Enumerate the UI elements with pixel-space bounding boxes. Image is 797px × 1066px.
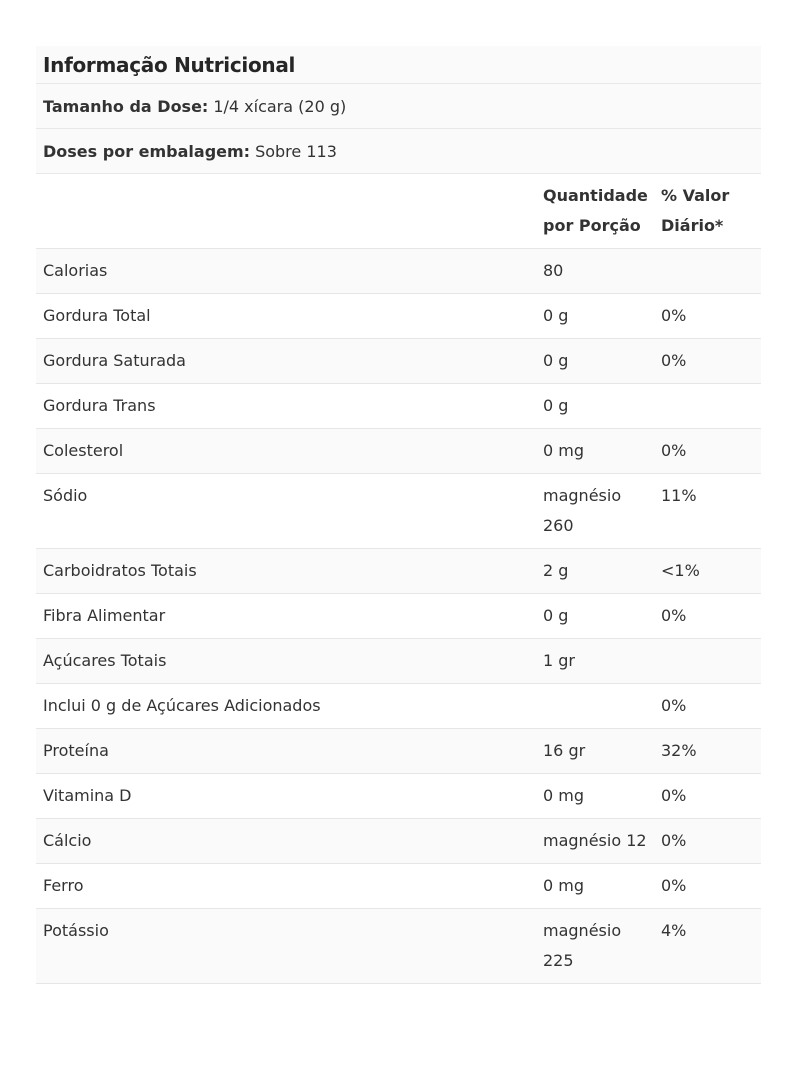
nutrient-name: Gordura Total <box>36 294 536 339</box>
nutrient-name: Ferro <box>36 864 536 909</box>
nutrient-name: Sódio <box>36 474 536 549</box>
title-row <box>36 46 761 84</box>
nutrient-daily-value: 4% <box>655 909 761 984</box>
nutrient-daily-value <box>655 639 761 684</box>
page-title: Informação Nutricional <box>43 52 296 77</box>
nutrient-daily-value: 0% <box>655 594 761 639</box>
nutrient-daily-value <box>655 249 761 294</box>
nutrient-amount: 0 g <box>536 294 655 339</box>
nutrient-amount: 0 g <box>536 594 655 639</box>
servings-per-package-row <box>36 129 761 174</box>
nutrient-amount: magnésio 12 <box>536 819 655 864</box>
table-row <box>36 684 761 729</box>
header-nutrient <box>36 174 536 249</box>
nutrient-amount: 0 g <box>536 384 655 429</box>
header-daily-value: % Valor Diário* <box>655 174 761 249</box>
nutrient-name: Inclui 0 g de Açúcares Adicionados <box>36 684 536 729</box>
nutrient-amount: 0 mg <box>536 429 655 474</box>
nutrition-table <box>36 174 761 984</box>
nutrient-name: Carboidratos Totais <box>36 549 536 594</box>
table-row <box>36 819 761 864</box>
table-row <box>36 909 761 984</box>
nutrient-name: Cálcio <box>36 819 536 864</box>
table-row <box>36 639 761 684</box>
nutrient-daily-value: 0% <box>655 864 761 909</box>
nutrient-amount: magnésio 260 <box>536 474 655 549</box>
table-row <box>36 474 761 549</box>
table-header-row <box>36 174 761 249</box>
nutrient-daily-value: 11% <box>655 474 761 549</box>
nutrient-name: Proteína <box>36 729 536 774</box>
table-row <box>36 384 761 429</box>
nutrient-amount: 0 g <box>536 339 655 384</box>
nutrient-name: Fibra Alimentar <box>36 594 536 639</box>
table-row <box>36 594 761 639</box>
nutrient-name: Gordura Trans <box>36 384 536 429</box>
nutrient-amount: 80 <box>536 249 655 294</box>
nutrient-name: Colesterol <box>36 429 536 474</box>
nutrient-amount: 2 g <box>536 549 655 594</box>
serving-size-label: Tamanho da Dose: <box>43 96 209 116</box>
nutrient-amount: 0 mg <box>536 864 655 909</box>
nutrient-daily-value: 0% <box>655 339 761 384</box>
nutrient-daily-value <box>655 384 761 429</box>
nutrition-facts-panel <box>36 46 761 984</box>
table-row <box>36 339 761 384</box>
nutrient-amount: magnésio 225 <box>536 909 655 984</box>
serving-size-value: 1/4 xícara (20 g) <box>213 96 347 116</box>
table-row <box>36 249 761 294</box>
nutrient-daily-value: <1% <box>655 549 761 594</box>
servings-per-package-label: Doses por embalagem: <box>43 141 251 161</box>
nutrient-daily-value: 0% <box>655 774 761 819</box>
nutrient-name: Vitamina D <box>36 774 536 819</box>
table-row <box>36 294 761 339</box>
nutrient-daily-value: 0% <box>655 819 761 864</box>
nutrient-name: Potássio <box>36 909 536 984</box>
table-row <box>36 864 761 909</box>
serving-size-row <box>36 84 761 129</box>
nutrient-amount: 1 gr <box>536 639 655 684</box>
nutrient-amount: 16 gr <box>536 729 655 774</box>
nutrient-amount <box>536 684 655 729</box>
header-amount: Quantidade por Porção <box>536 174 655 249</box>
nutrient-name: Gordura Saturada <box>36 339 536 384</box>
nutrient-name: Calorias <box>36 249 536 294</box>
nutrient-daily-value: 32% <box>655 729 761 774</box>
nutrient-daily-value: 0% <box>655 429 761 474</box>
nutrient-daily-value: 0% <box>655 684 761 729</box>
nutrient-name: Açúcares Totais <box>36 639 536 684</box>
table-row <box>36 549 761 594</box>
table-row <box>36 774 761 819</box>
table-row <box>36 729 761 774</box>
servings-per-package-value: Sobre 113 <box>255 141 337 161</box>
nutrient-daily-value: 0% <box>655 294 761 339</box>
nutrient-amount: 0 mg <box>536 774 655 819</box>
table-row <box>36 429 761 474</box>
